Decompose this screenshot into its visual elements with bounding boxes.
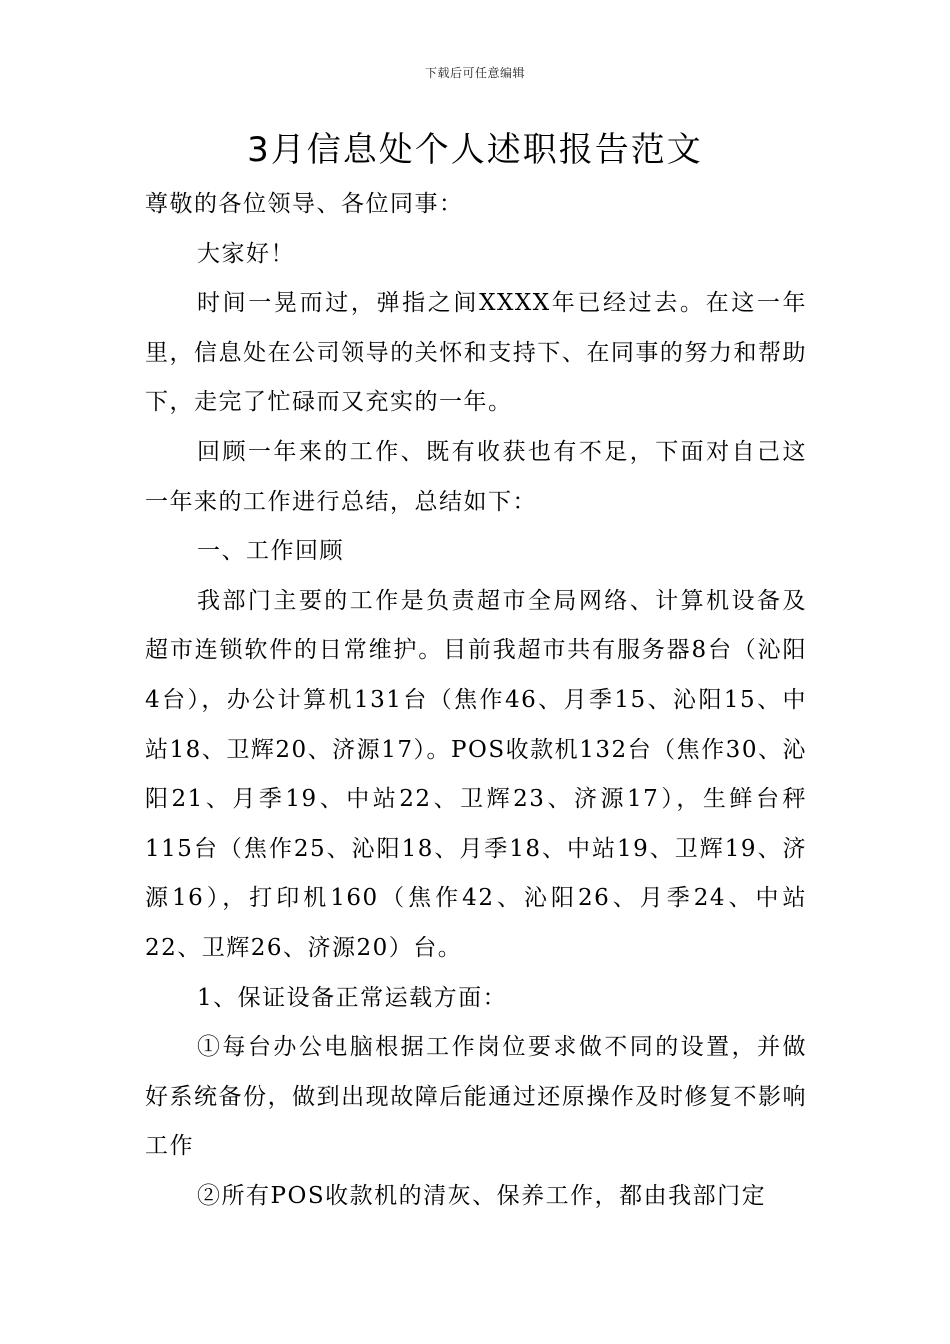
list-item-office-computers: ①每台办公电脑根据工作岗位要求做不同的设置，并做好系统备份，做到出现故障后能通过还原操作及时修复不影响工作 — [145, 1034, 807, 1160]
greeting-paragraph: 大家好！ — [197, 240, 295, 267]
review-intro-paragraph: 回顾一年来的工作、既有收获也有不足，下面对自己这一年来的工作进行总结，总结如下： — [145, 438, 807, 515]
section-heading-work-review: 一、工作回顾 — [197, 538, 344, 565]
list-item-pos-maintenance: ②所有POS收款机的清灰、保养工作，都由我部门定 — [197, 1182, 767, 1209]
document-title: 3月信息处个人述职报告范文 — [247, 130, 703, 170]
salutation-paragraph: 尊敬的各位领导、各位同事： — [145, 191, 464, 217]
header-note: 下载后可任意编辑 — [424, 66, 525, 80]
subsection-heading-equipment: 1、保证设备正常运载方面： — [197, 984, 508, 1011]
department-duties-paragraph: 我部门主要的工作是负责超市全局网络、计算机设备及超市连锁软件的日常维护。目前我超市共有服务器8台（沁阳4台），办公计算机131台（焦作46、月季15、沁阳15、中站18、卫辉20、济源17）。POS收款机132台（焦作30、沁阳21、月季19、中站22、卫辉23、济源17），生鲜台秤115台（焦作25、沁阳18、月季18、中站19、卫辉19、济源16），打印机160（焦作42、沁阳26、月季24、中站22、卫辉26、济源20）台。 — [145, 587, 807, 961]
document-body — [145, 180, 807, 1221]
intro-paragraph: 时间一晃而过，弹指之间XXXX年已经过去。在这一年里，信息处在公司领导的关怀和支持下、在同事的努力和帮助下，走完了忙碌而又充实的一年。 — [145, 290, 807, 416]
